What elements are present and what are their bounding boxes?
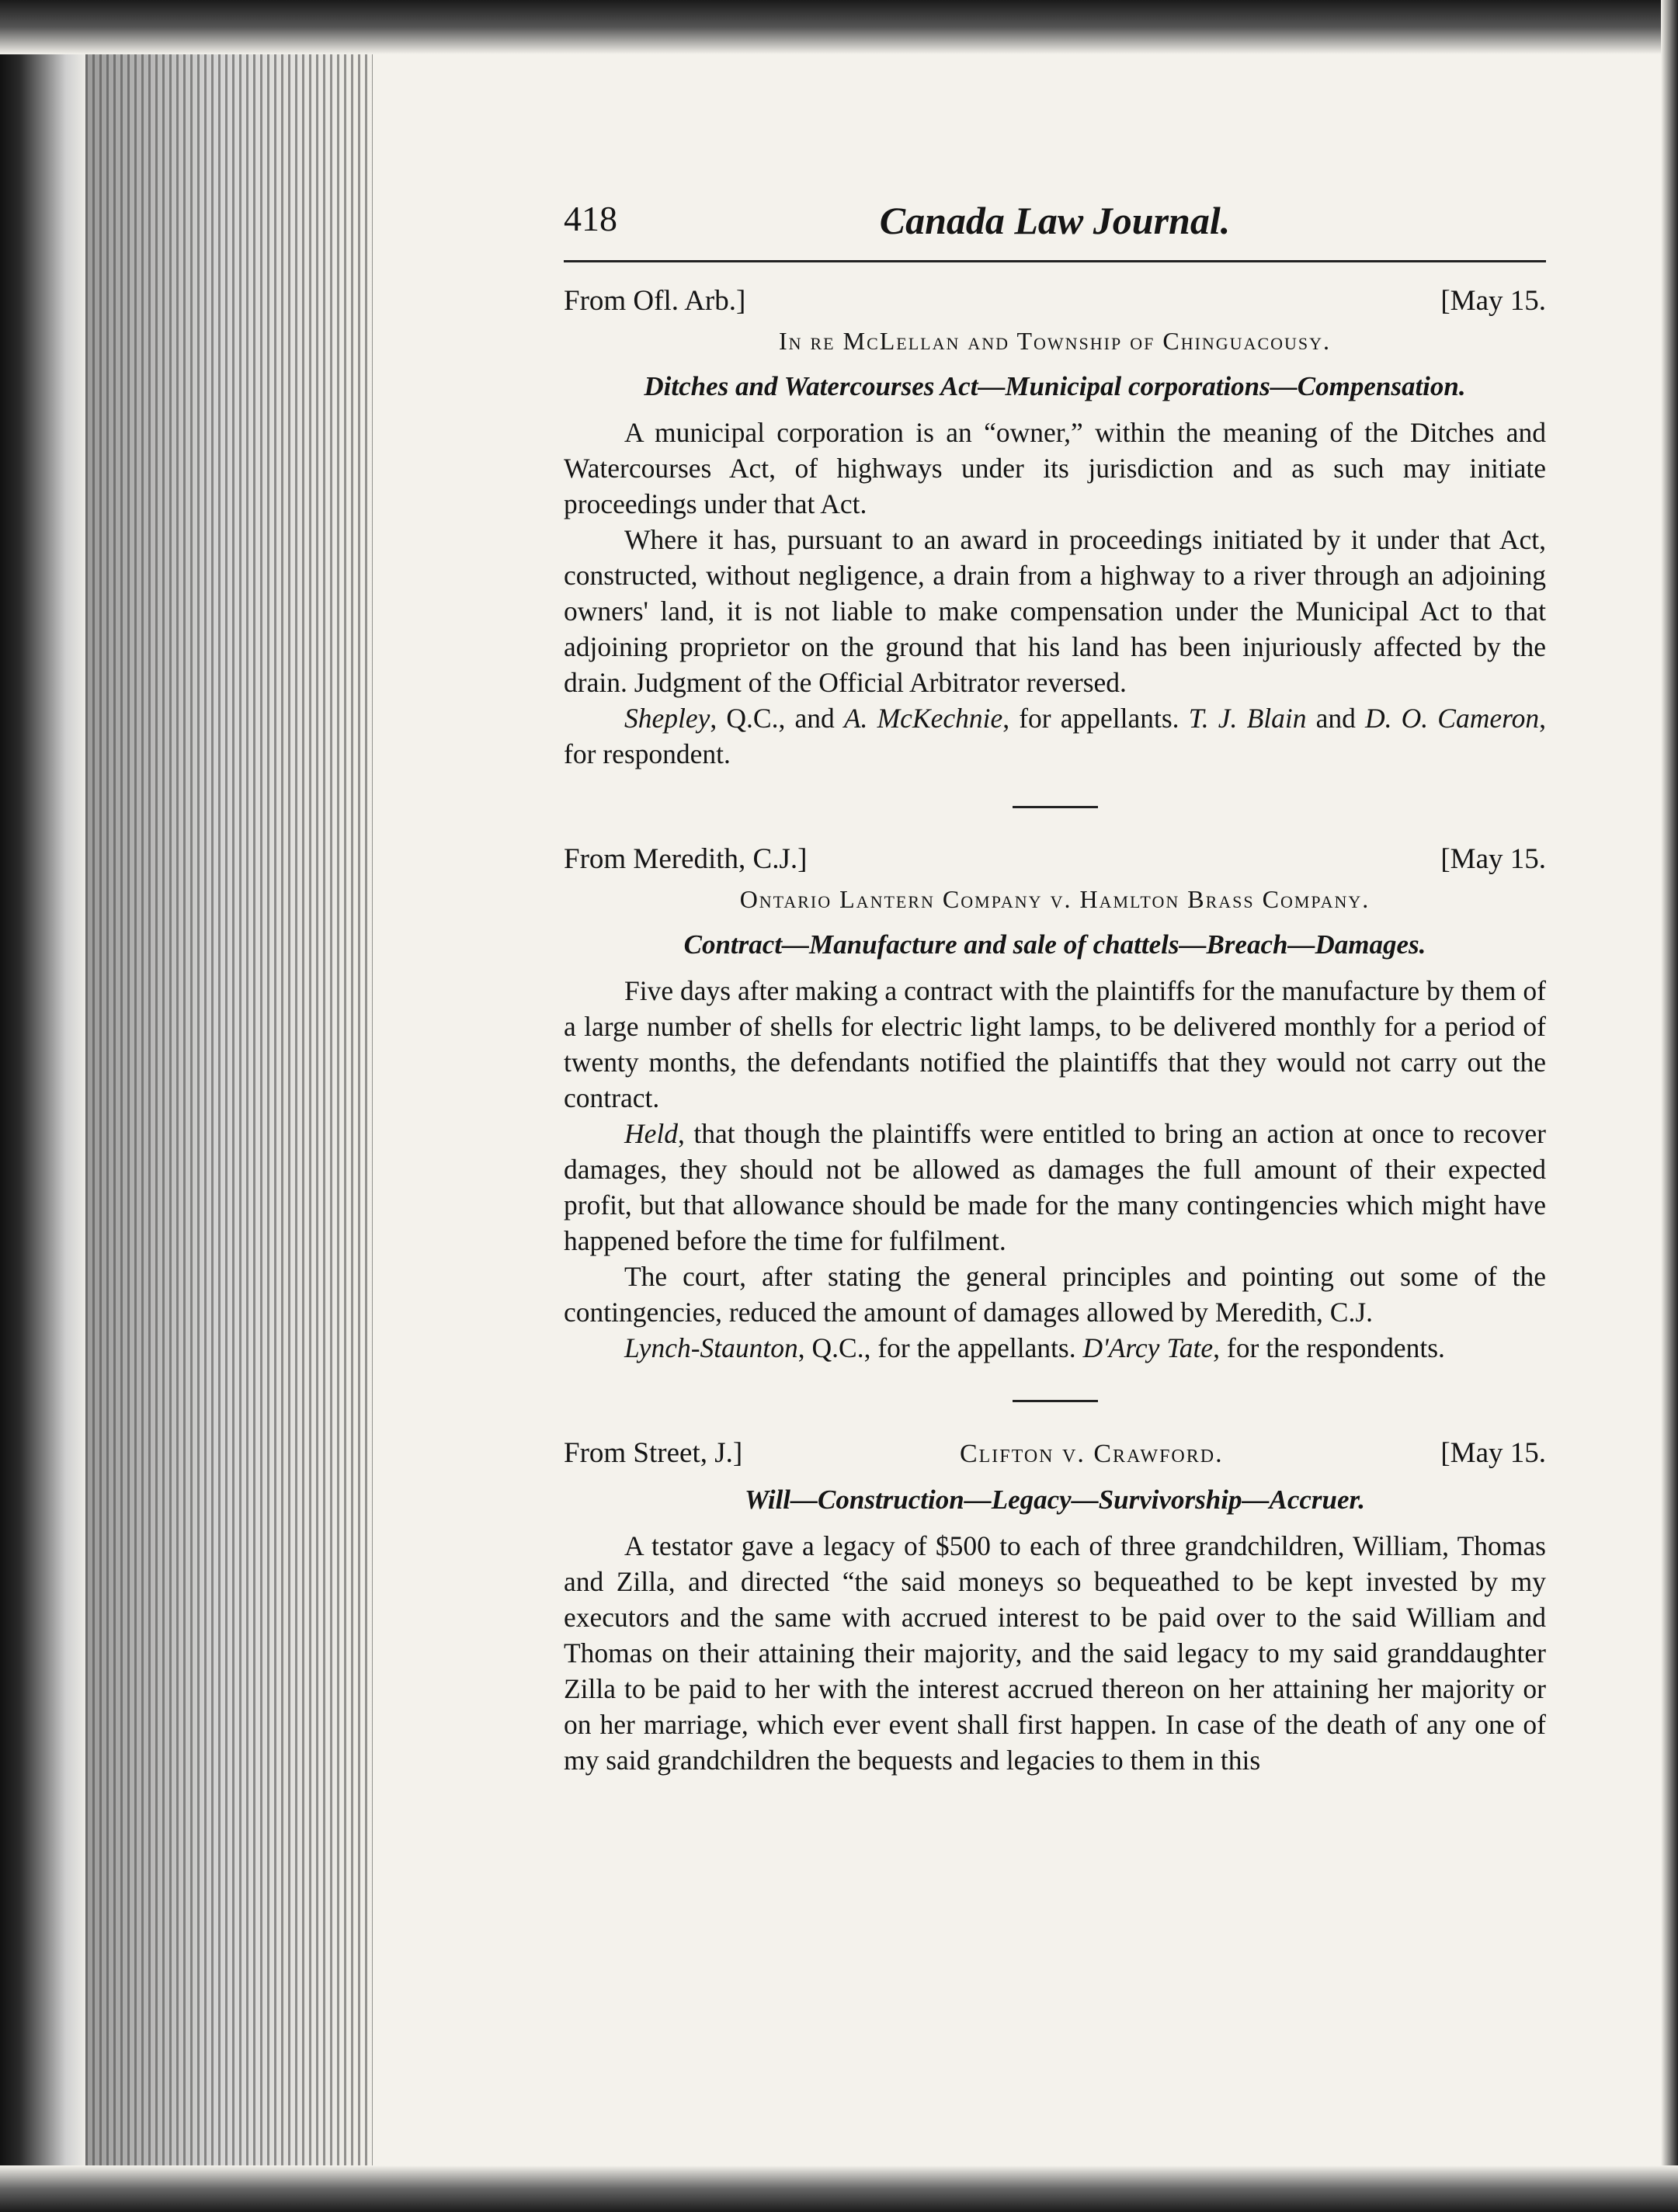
case-subject: Ditches and Watercourses Act—Municipal corporations—Compensation. (644, 371, 1466, 401)
case-paragraph: A municipal corporation is an “owner,” within the meaning of the Ditches and Watercourses Act, of highways under its jurisdiction and as such may initiate proceedings under that Act. (564, 417, 1546, 519)
counsel-line (564, 1330, 1546, 1366)
scan-right-edge (1661, 0, 1678, 2212)
page-edge-stack (85, 47, 373, 2212)
counsel-text: , for appellants. (1002, 703, 1189, 734)
counsel-text: and (1306, 703, 1366, 734)
counsel-name: D. O. Cameron (1365, 703, 1540, 734)
case-paragraph: Where it has, pursuant to an award in proceedings initiated by it under that Act, constructed, without negligence, a drain from a highway to a river through an adjoining owners' land, it is not liable to make compensation under the Municipal Act to that adjoining proprietor on the ground that his land has been injuriously affected by the drain. Judgment of the Official Arbitrator reversed. (564, 524, 1546, 698)
case-date: [May 15. (1440, 843, 1546, 875)
case-date: [May 15. (1440, 1437, 1546, 1469)
court-from: From Ofl. Arb.] (564, 285, 746, 317)
running-head (564, 198, 1546, 260)
held-label: Held (624, 1118, 679, 1149)
case-ontario-lantern (564, 842, 1546, 1366)
counsel-text: , Q.C., for the appellants. (797, 1332, 1083, 1363)
journal-title: Canada Law Journal. (879, 199, 1231, 242)
held-paragraph (564, 1116, 1546, 1259)
case-paragraph: Five days after making a contract with the plaintiffs for the manufacture by them of a large number of shells for electric light lamps, to be delivered monthly for a period of twenty months, the defendants notified the plaintiffs that they would not carry out the contract. (564, 975, 1546, 1113)
case-subject: Contract—Manufacture and sale of chattels—Breach—Damages. (683, 929, 1426, 960)
case-title: Ontario Lantern Company v. Hamlton Brass Company. (739, 885, 1371, 913)
section-separator (1013, 806, 1098, 808)
case-title: In re McLellan and Township of Chinguacousy. (778, 327, 1332, 355)
counsel-name: A. McKechnie (843, 703, 1003, 734)
counsel-text: , for the respondents. (1213, 1332, 1445, 1363)
section-separator (1013, 1400, 1098, 1402)
page-binding-shadow (0, 0, 85, 2212)
header-rule (564, 260, 1546, 262)
held-text: , that though the plaintiffs were entitled to bring an action at once to recover damages, they should not be allowed as damages the full amount of their expected profit, but that allowance should be made for the many contingencies which might have happened before the time for fulfilment. (564, 1118, 1546, 1256)
case-meta (564, 842, 1546, 880)
counsel-name: Lynch-Staunton (624, 1332, 798, 1363)
court-from: From Street, J.] (564, 1437, 743, 1469)
case-subject: Will—Construction—Legacy—Survivorship—Accruer. (745, 1485, 1365, 1515)
case-meta (564, 284, 1546, 321)
case-clifton (564, 1436, 1546, 1778)
court-from: From Meredith, C.J.] (564, 843, 808, 875)
case-paragraph: A testator gave a legacy of $500 to each of three grandchildren, William, Thomas and Zilla, and directed “the said moneys so bequeathed to be kept invested by my executors and the same with accrued interest to be paid over to the said William and Thomas on their attaining their majority, and the said legacy to my said granddaughter Zilla to be paid to her with the interest accrued thereon on her attaining her majority or on her marriage, which ever event shall first happen. In case of the death of any one of my said grandchildren the bequests and legacies to them in this (564, 1530, 1546, 1776)
counsel-name: Shepley (624, 703, 710, 734)
case-mclellan (564, 284, 1546, 772)
counsel-name: T. J. Blain (1188, 703, 1307, 734)
counsel-name: D'Arcy Tate (1082, 1332, 1214, 1363)
case-title: Clifton v. Crawford. (959, 1439, 1224, 1468)
case-meta (564, 1436, 1546, 1474)
counsel-line (564, 700, 1546, 772)
page-number: 418 (564, 199, 617, 238)
scan-top-edge (0, 0, 1678, 54)
journal-page (564, 198, 1546, 1786)
case-date: [May 15. (1440, 285, 1546, 317)
counsel-text: , for respondent. (564, 703, 1547, 769)
case-paragraph: The court, after stating the general principles and pointing out some of the contingencies, reduced the amount of damages allowed by Meredith, C.J. (564, 1261, 1546, 1328)
counsel-text: , Q.C., and (710, 703, 844, 734)
scan-bottom-edge (0, 2165, 1678, 2212)
